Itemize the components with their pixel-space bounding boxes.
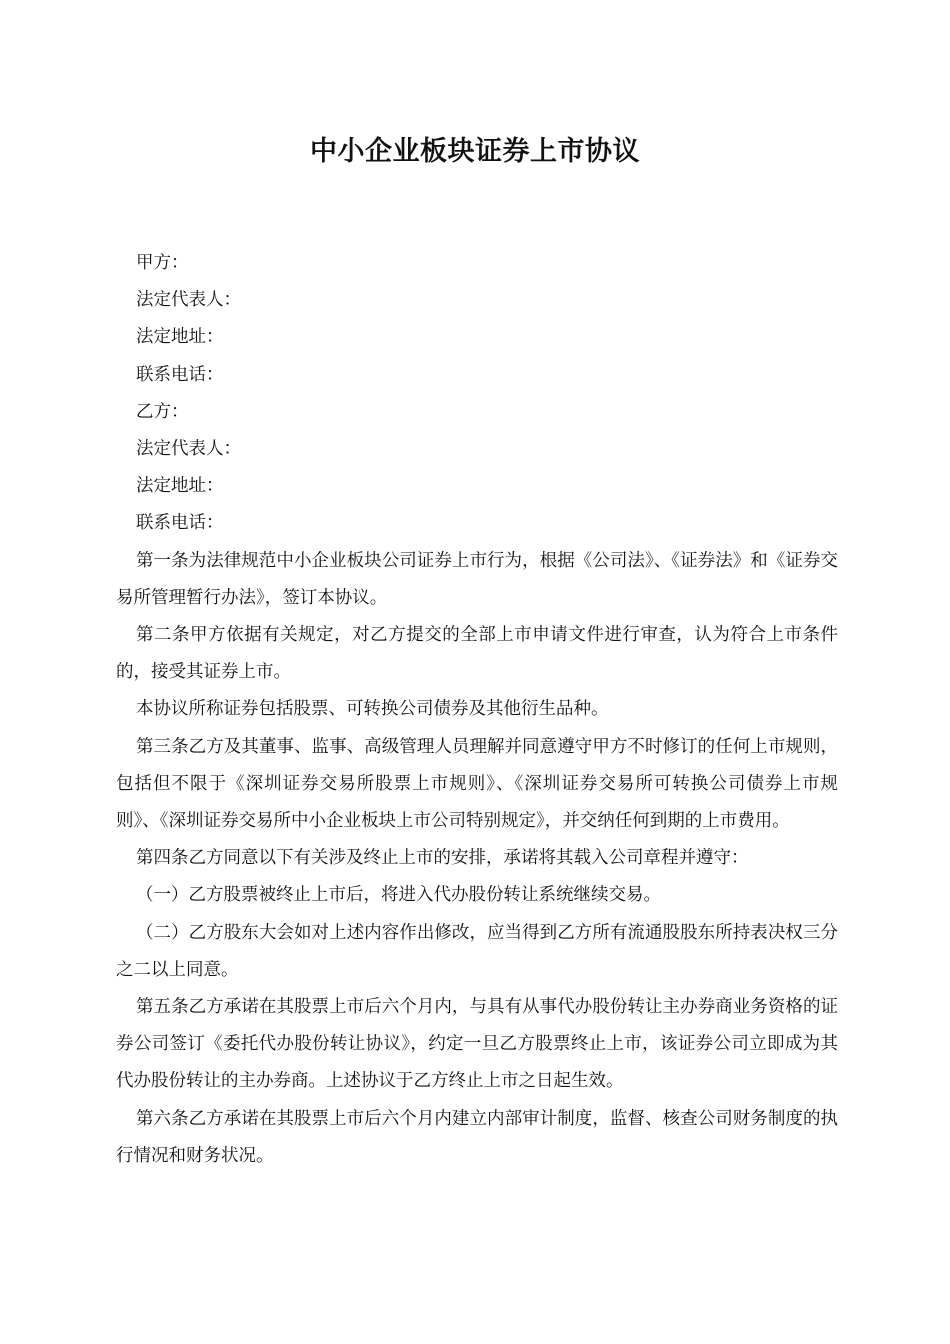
article-1: 第一条为法律规范中小企业板块公司证券上市行为，根据《公司法》、《证券法》和《证券交易所管理暂行办法》，签订本协议。 bbox=[116, 550, 838, 608]
party-b-phone: 联系电话： bbox=[136, 513, 224, 534]
article-3: 第三条乙方及其董事、监事、高级管理人员理解并同意遵守甲方不时修订的任何上市规则，包括但不限于《深圳证券交易所股票上市规则》、《深圳证券交易所可转换公司债券上市规则》、《深圳证券交易所中小企业板块上市公司特别规定》，并交纳任何到期的上市费用。 bbox=[116, 736, 838, 832]
article-2-securities-scope: 本协议所称证券包括股票、可转换公司债券及其他衍生品种。 bbox=[136, 699, 609, 720]
article-6: 第六条乙方承诺在其股票上市后六个月内建立内部审计制度，监督、核查公司财务制度的执行情况和财务状况。 bbox=[116, 1108, 838, 1166]
document-title: 中小企业板块证券上市协议 bbox=[310, 136, 640, 167]
party-a-legal-representative: 法定代表人： bbox=[136, 290, 241, 311]
party-b-legal-representative: 法定代表人： bbox=[136, 439, 241, 460]
party-a-phone: 联系电话： bbox=[136, 364, 224, 385]
article-2: 第二条甲方依据有关规定，对乙方提交的全部上市申请文件进行审查，认为符合上市条件的，接受其证券上市。 bbox=[116, 625, 838, 683]
party-a-label: 甲方： bbox=[136, 253, 189, 273]
party-b-label: 乙方： bbox=[136, 401, 189, 422]
article-4: 第四条乙方同意以下有关涉及终止上市的安排，承诺将其载入公司章程并遵守： bbox=[136, 848, 749, 869]
document-body bbox=[116, 245, 838, 1175]
article-5: 第五条乙方承诺在其股票上市后六个月内，与具有从事代办股份转让主办券商业务资格的证券公司签订《委托代办股份转让协议》，约定一旦乙方股票终止上市，该证券公司立即成为其代办股份转让的主办券商。上述协议于乙方终止上市之日起生效。 bbox=[116, 997, 838, 1092]
party-b-legal-address: 法定地址： bbox=[136, 476, 224, 497]
article-4-item-2: （二）乙方股东大会如对上述内容作出修改，应当得到乙方所有流通股股东所持表决权三分之二以上同意。 bbox=[116, 922, 838, 980]
party-a-legal-address: 法定地址： bbox=[136, 327, 224, 348]
article-4-item-1: （一）乙方股票被终止上市后，将进入代办股份转让系统继续交易。 bbox=[136, 885, 661, 906]
